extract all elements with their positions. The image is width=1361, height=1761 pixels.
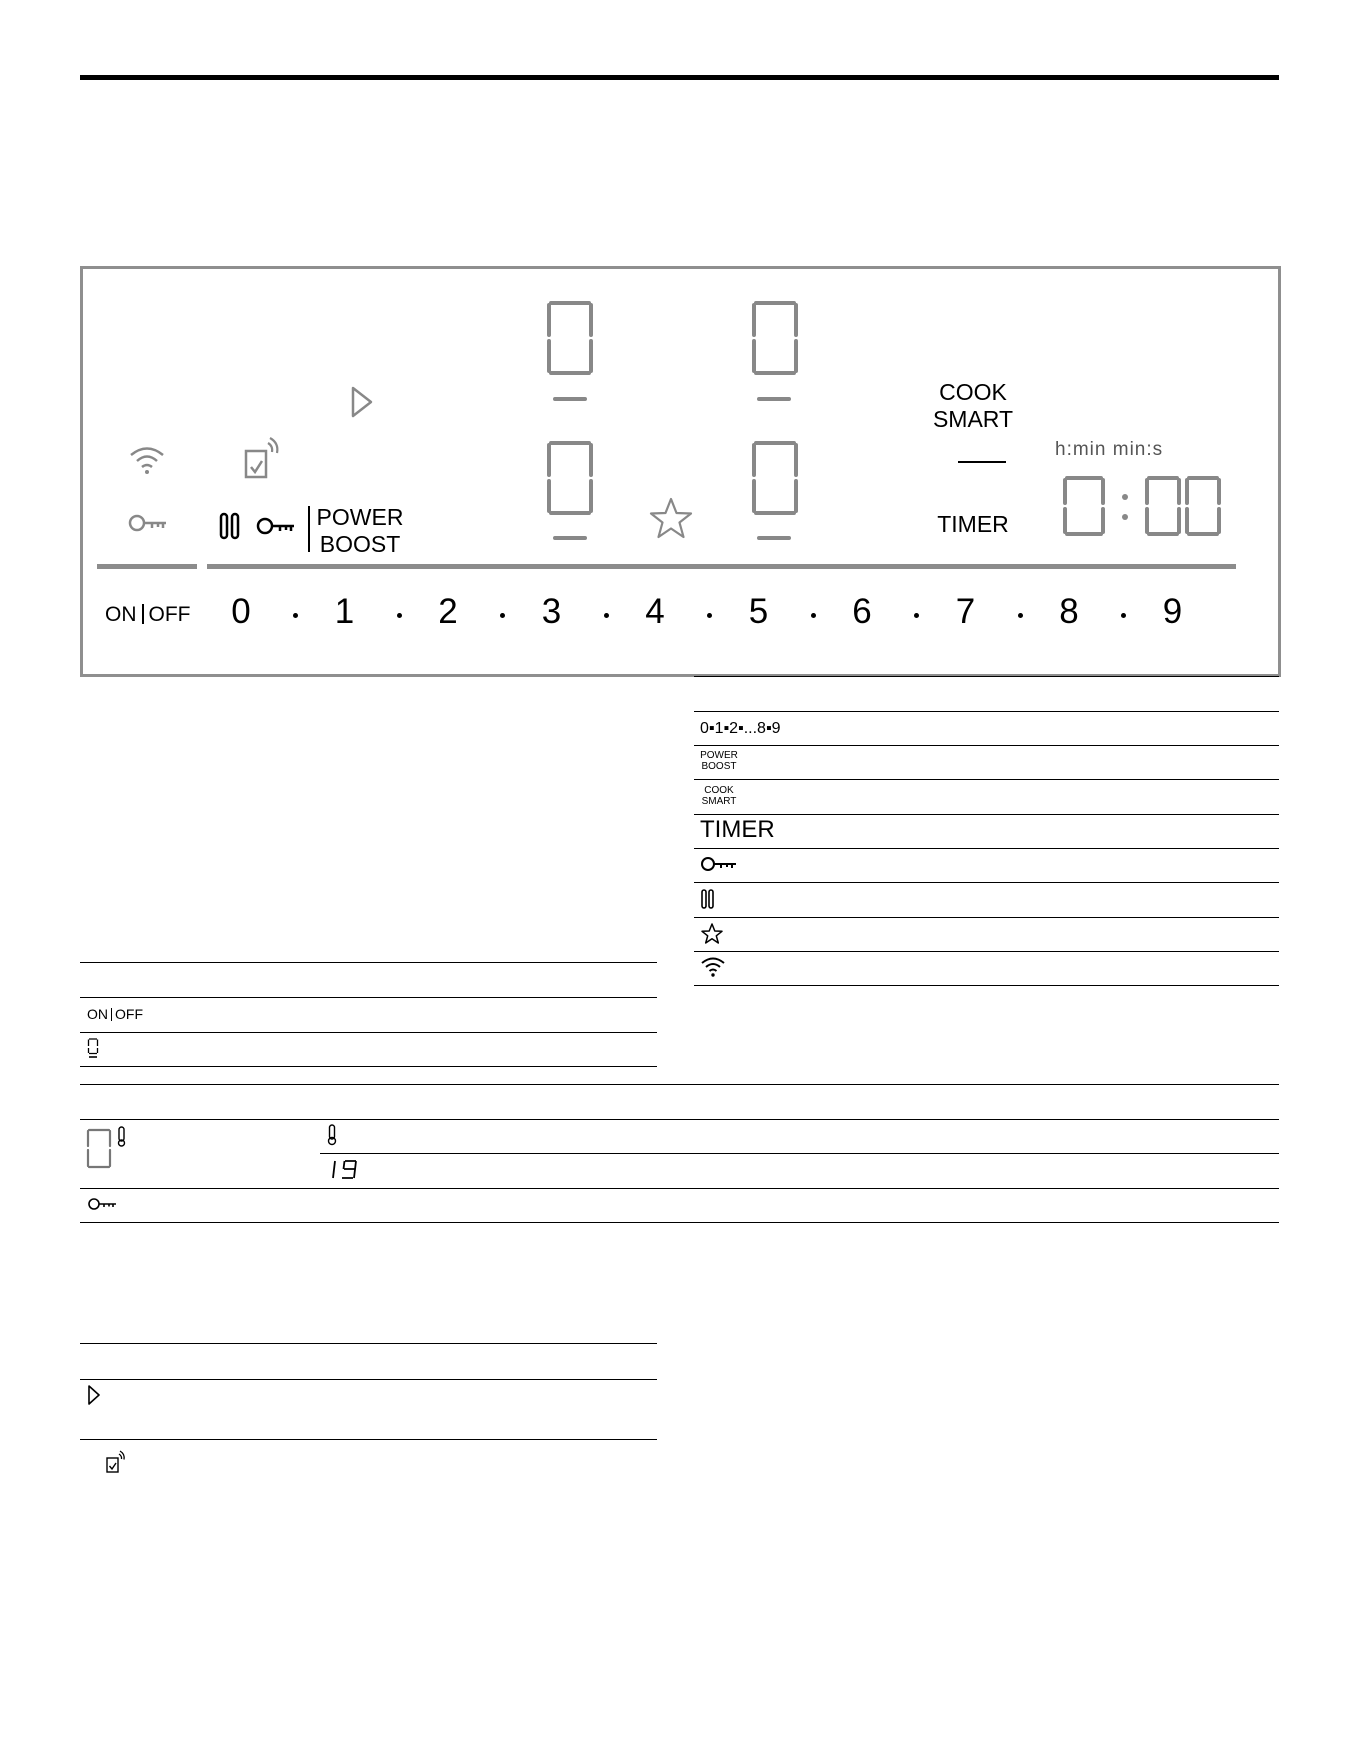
level-separator-dot bbox=[1121, 613, 1126, 618]
off-label: OFF bbox=[148, 603, 191, 626]
level-separator-dot bbox=[293, 613, 298, 618]
zone-underline bbox=[553, 536, 587, 540]
power-level-6[interactable]: 6 bbox=[852, 592, 872, 631]
cook-smart-line1: COOK bbox=[704, 785, 734, 796]
segment-digit-icon bbox=[87, 1037, 99, 1059]
timer-label: TIMER bbox=[700, 816, 775, 843]
top-rule bbox=[80, 75, 1279, 80]
level-separator-dot bbox=[397, 613, 402, 618]
power-boost-line2: BOOST bbox=[319, 531, 401, 557]
wifi-icon bbox=[128, 445, 166, 475]
power-level-3[interactable]: 3 bbox=[541, 592, 562, 631]
key-icon bbox=[128, 513, 170, 533]
power-level-8[interactable]: 8 bbox=[1059, 592, 1079, 631]
power-level-1[interactable]: 1 bbox=[334, 592, 355, 631]
level-separator-dot bbox=[811, 613, 816, 618]
pause-icon bbox=[218, 512, 242, 540]
off-label: OFF bbox=[115, 1006, 143, 1022]
level-separator-dot bbox=[1018, 613, 1023, 618]
onoff-bar bbox=[97, 564, 197, 569]
cook-smart-line2: SMART bbox=[932, 406, 1014, 432]
power-level-5[interactable]: 5 bbox=[748, 592, 769, 631]
on-off-label bbox=[87, 1006, 143, 1022]
time-units-label: h:min min:s bbox=[1055, 439, 1164, 460]
power-boost-line1: POWER bbox=[316, 504, 404, 530]
divider bbox=[308, 506, 310, 552]
temperature-number-display bbox=[328, 1158, 360, 1182]
level-separator-dot bbox=[500, 613, 505, 618]
zone-underline bbox=[553, 397, 587, 401]
power-level-9[interactable]: 9 bbox=[1162, 592, 1183, 631]
zone-display-front-right bbox=[750, 439, 800, 519]
pause-icon bbox=[700, 888, 716, 910]
cook-smart-line2: SMART bbox=[701, 796, 737, 807]
remote-start-icon bbox=[104, 1450, 126, 1474]
control-panel bbox=[80, 266, 1281, 677]
cook-smart-button[interactable] bbox=[923, 379, 1023, 433]
thermometer-icon bbox=[326, 1124, 338, 1146]
power-level-4[interactable]: 4 bbox=[645, 592, 665, 631]
power-boost-button[interactable] bbox=[315, 504, 405, 558]
level-separator-dot bbox=[604, 613, 609, 618]
power-level-0[interactable]: 0 bbox=[231, 592, 251, 631]
power-level-7[interactable]: 7 bbox=[955, 592, 976, 631]
on-off-button[interactable] bbox=[105, 603, 191, 627]
on-label: ON bbox=[87, 1006, 108, 1022]
timer-button[interactable]: TIMER bbox=[937, 511, 1009, 537]
timer-display bbox=[1061, 475, 1221, 537]
level-separator-dot bbox=[914, 613, 919, 618]
divider bbox=[958, 461, 1006, 463]
temperature-number-text bbox=[400, 1160, 401, 1161]
key-icon bbox=[256, 516, 298, 536]
power-level-2[interactable]: 2 bbox=[438, 592, 458, 631]
play-icon bbox=[349, 385, 375, 419]
power-boost-line2: BOOST bbox=[701, 761, 737, 772]
zone-display-rear-left bbox=[545, 299, 595, 379]
zone-underline bbox=[757, 536, 791, 540]
zone-underline bbox=[757, 397, 791, 401]
level-separator-dot bbox=[707, 613, 712, 618]
residual-heat-display-icon bbox=[85, 1126, 131, 1172]
cook-smart-line1: COOK bbox=[939, 379, 1007, 405]
power-level-slider[interactable] bbox=[207, 564, 1236, 569]
on-label: ON bbox=[105, 603, 137, 626]
power-boost-line1: POWER bbox=[700, 750, 738, 761]
power-level-sequence: 0▪1▪2▪...8▪9 bbox=[700, 720, 781, 737]
play-icon bbox=[86, 1384, 102, 1406]
zone-display-front-left bbox=[545, 439, 595, 519]
key-icon bbox=[700, 855, 740, 873]
power-boost-label bbox=[698, 750, 740, 772]
star-icon bbox=[648, 496, 694, 540]
remote-start-icon bbox=[240, 437, 282, 481]
cook-smart-label bbox=[698, 785, 740, 807]
key-icon bbox=[87, 1196, 119, 1212]
wifi-icon bbox=[700, 955, 726, 979]
zone-display-rear-right bbox=[750, 299, 800, 379]
star-icon bbox=[700, 922, 724, 946]
